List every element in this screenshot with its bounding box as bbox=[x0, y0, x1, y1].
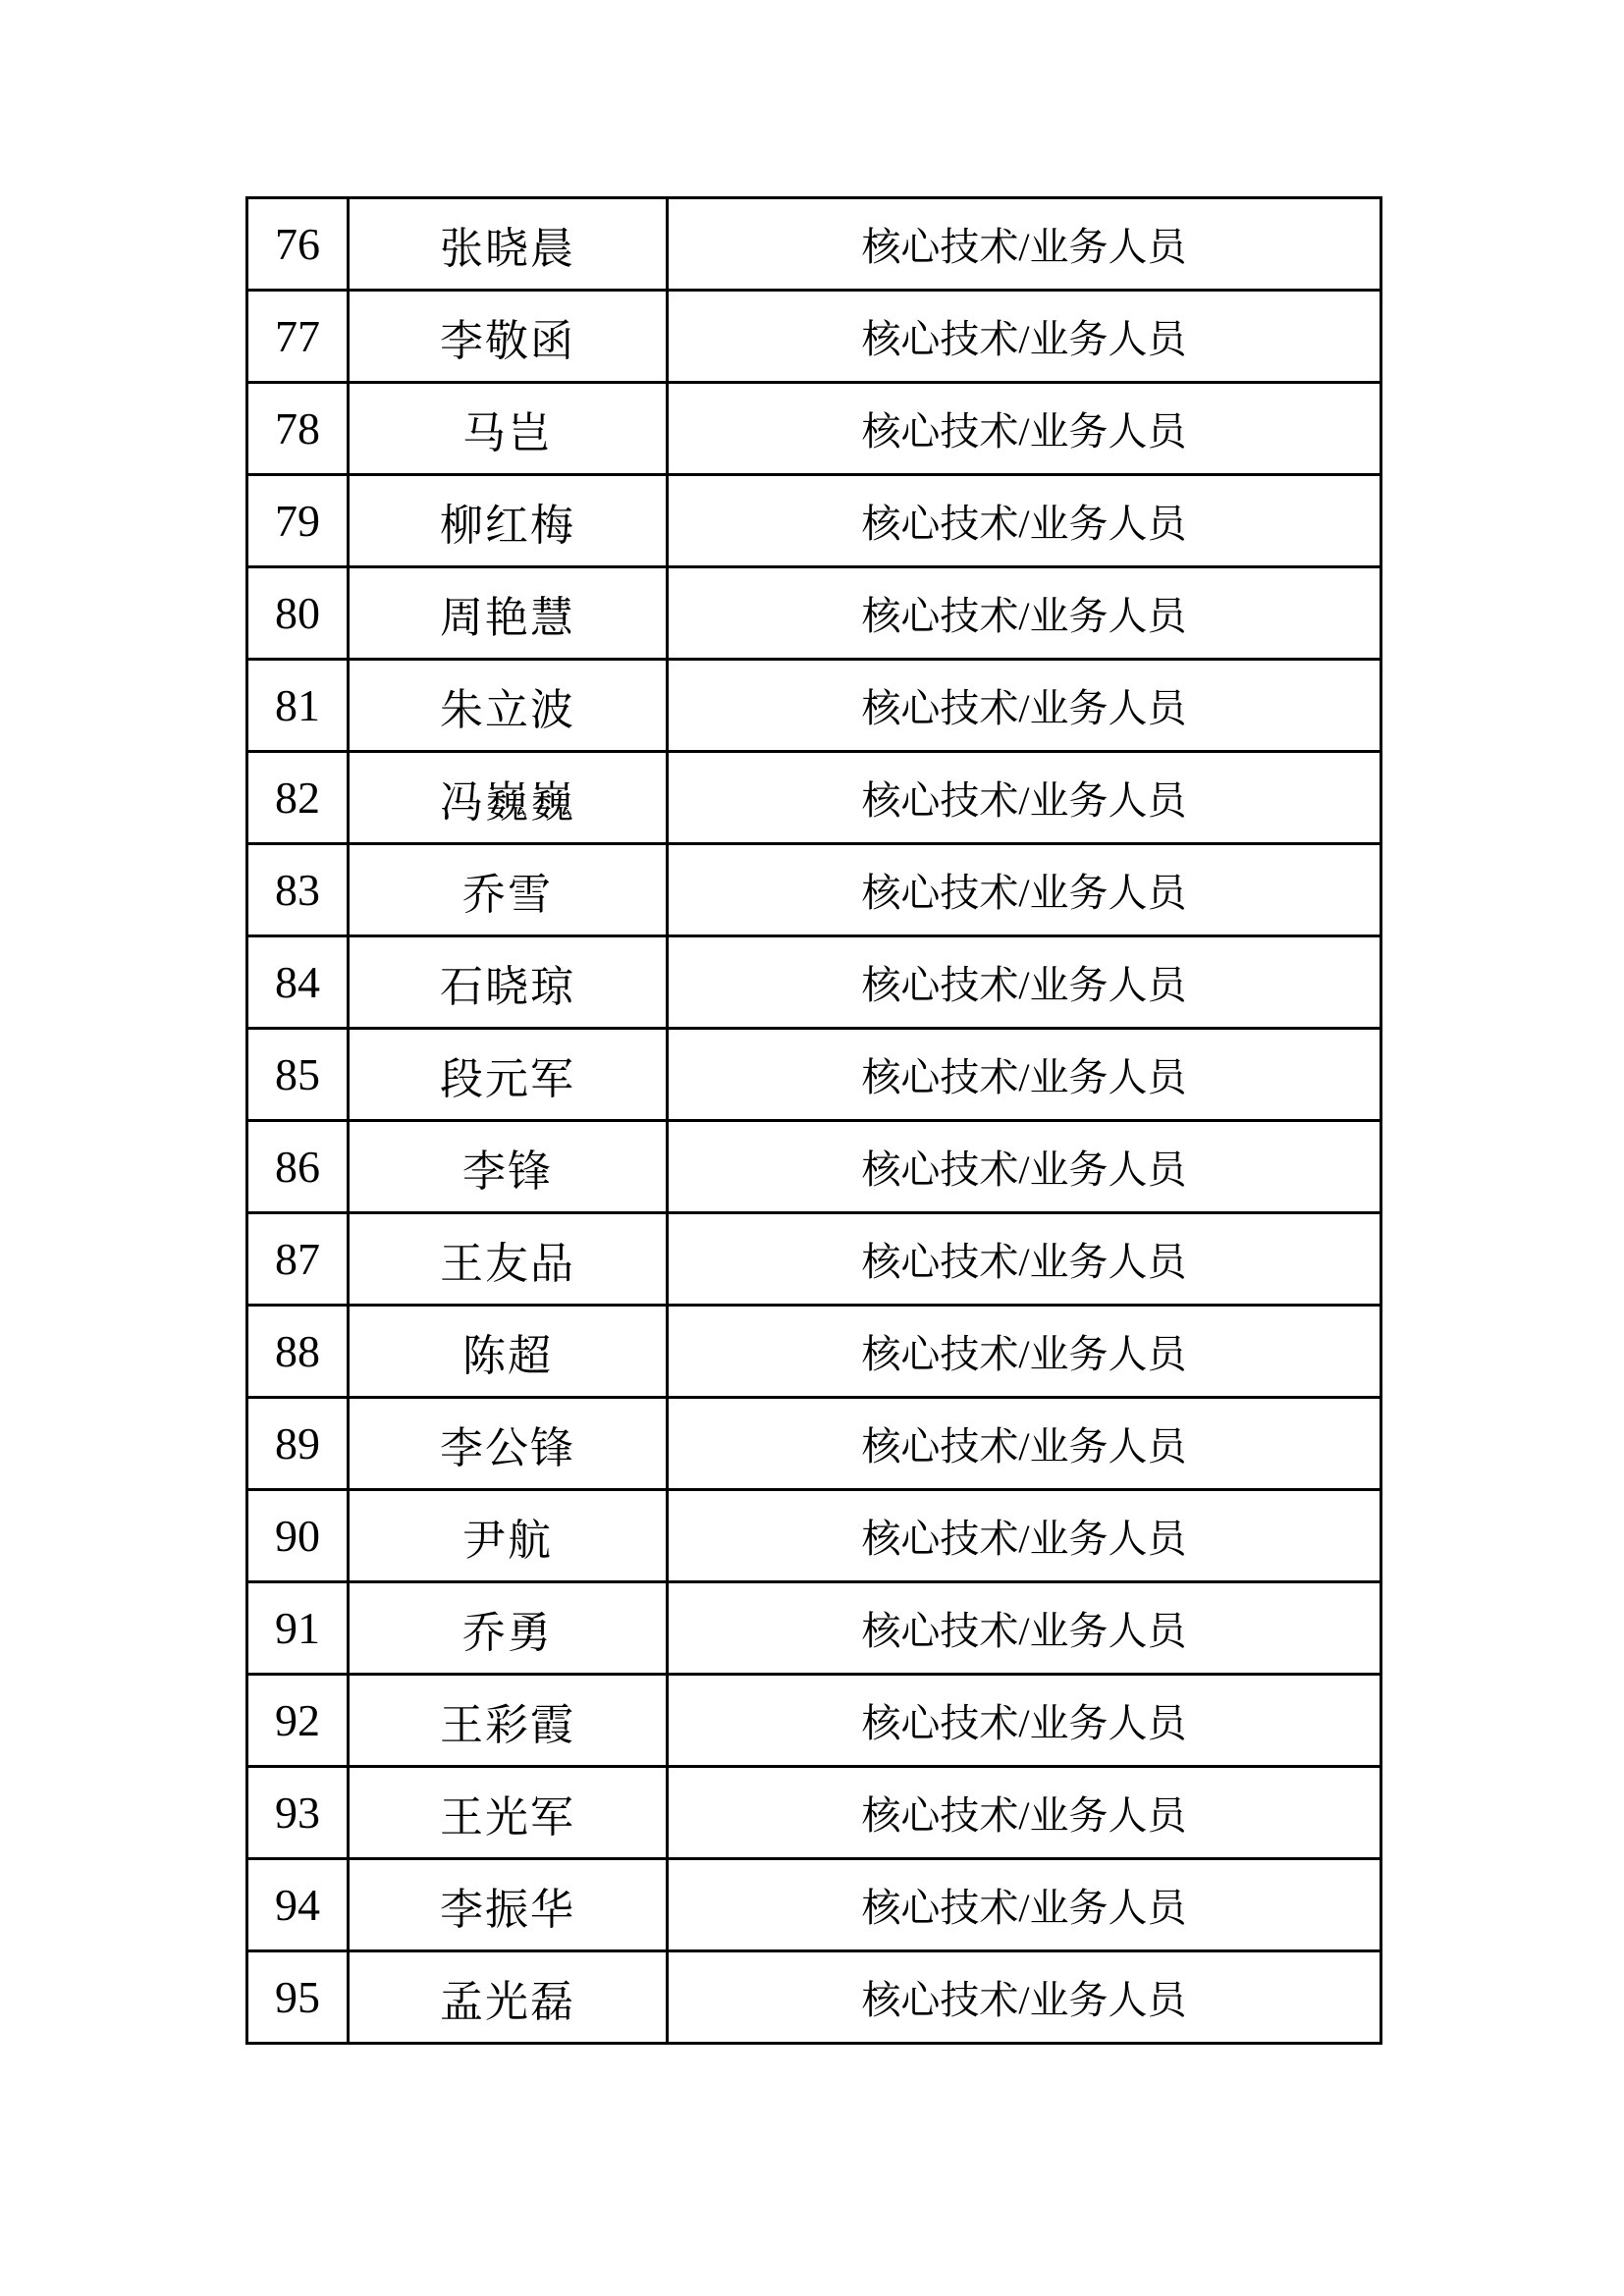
table-row bbox=[247, 291, 1381, 383]
position-cell: 核心技术/业务人员 bbox=[668, 1398, 1381, 1490]
name-cell: 王友品 bbox=[349, 1213, 668, 1306]
position-cell: 核心技术/业务人员 bbox=[668, 1306, 1381, 1398]
name-cell: 李敬函 bbox=[349, 291, 668, 383]
name-cell: 石晓琼 bbox=[349, 936, 668, 1029]
name-cell: 乔雪 bbox=[349, 844, 668, 936]
row-number-cell: 77 bbox=[247, 291, 349, 383]
table-row bbox=[247, 1029, 1381, 1121]
position-cell: 核心技术/业务人员 bbox=[668, 567, 1381, 660]
position-cell: 核心技术/业务人员 bbox=[668, 1582, 1381, 1675]
name-cell: 李公锋 bbox=[349, 1398, 668, 1490]
name-cell: 孟光磊 bbox=[349, 1951, 668, 2044]
row-number-cell: 82 bbox=[247, 752, 349, 844]
table-row bbox=[247, 1767, 1381, 1859]
position-cell: 核心技术/业务人员 bbox=[668, 198, 1381, 291]
table-row bbox=[247, 752, 1381, 844]
position-cell: 核心技术/业务人员 bbox=[668, 1213, 1381, 1306]
position-cell: 核心技术/业务人员 bbox=[668, 475, 1381, 567]
name-cell: 朱立波 bbox=[349, 660, 668, 752]
name-cell: 段元军 bbox=[349, 1029, 668, 1121]
personnel-table bbox=[245, 196, 1382, 2045]
table-row bbox=[247, 1490, 1381, 1582]
table-row bbox=[247, 1213, 1381, 1306]
name-cell: 王彩霞 bbox=[349, 1675, 668, 1767]
name-cell: 王光军 bbox=[349, 1767, 668, 1859]
position-cell: 核心技术/业务人员 bbox=[668, 660, 1381, 752]
table-row bbox=[247, 1398, 1381, 1490]
row-number-cell: 79 bbox=[247, 475, 349, 567]
table-row bbox=[247, 1306, 1381, 1398]
table-row bbox=[247, 198, 1381, 291]
position-cell: 核心技术/业务人员 bbox=[668, 1951, 1381, 2044]
row-number-cell: 95 bbox=[247, 1951, 349, 2044]
table-row bbox=[247, 1121, 1381, 1213]
table-row bbox=[247, 1675, 1381, 1767]
row-number-cell: 84 bbox=[247, 936, 349, 1029]
row-number-cell: 88 bbox=[247, 1306, 349, 1398]
table-row bbox=[247, 844, 1381, 936]
row-number-cell: 76 bbox=[247, 198, 349, 291]
position-cell: 核心技术/业务人员 bbox=[668, 1675, 1381, 1767]
position-cell: 核心技术/业务人员 bbox=[668, 1490, 1381, 1582]
table-row bbox=[247, 567, 1381, 660]
row-number-cell: 81 bbox=[247, 660, 349, 752]
name-cell: 陈超 bbox=[349, 1306, 668, 1398]
name-cell: 张晓晨 bbox=[349, 198, 668, 291]
table-row bbox=[247, 660, 1381, 752]
name-cell: 李锋 bbox=[349, 1121, 668, 1213]
row-number-cell: 80 bbox=[247, 567, 349, 660]
position-cell: 核心技术/业务人员 bbox=[668, 936, 1381, 1029]
name-cell: 尹航 bbox=[349, 1490, 668, 1582]
row-number-cell: 93 bbox=[247, 1767, 349, 1859]
row-number-cell: 91 bbox=[247, 1582, 349, 1675]
row-number-cell: 94 bbox=[247, 1859, 349, 1951]
row-number-cell: 92 bbox=[247, 1675, 349, 1767]
row-number-cell: 89 bbox=[247, 1398, 349, 1490]
personnel-table-body bbox=[247, 198, 1381, 2044]
position-cell: 核心技术/业务人员 bbox=[668, 844, 1381, 936]
row-number-cell: 78 bbox=[247, 383, 349, 475]
table-row bbox=[247, 383, 1381, 475]
position-cell: 核心技术/业务人员 bbox=[668, 752, 1381, 844]
table-row bbox=[247, 1951, 1381, 2044]
position-cell: 核心技术/业务人员 bbox=[668, 1859, 1381, 1951]
table-row bbox=[247, 475, 1381, 567]
table-row bbox=[247, 936, 1381, 1029]
name-cell: 马岂 bbox=[349, 383, 668, 475]
name-cell: 冯巍巍 bbox=[349, 752, 668, 844]
position-cell: 核心技术/业务人员 bbox=[668, 383, 1381, 475]
name-cell: 周艳慧 bbox=[349, 567, 668, 660]
row-number-cell: 86 bbox=[247, 1121, 349, 1213]
table-row bbox=[247, 1582, 1381, 1675]
name-cell: 李振华 bbox=[349, 1859, 668, 1951]
position-cell: 核心技术/业务人员 bbox=[668, 1121, 1381, 1213]
position-cell: 核心技术/业务人员 bbox=[668, 1029, 1381, 1121]
position-cell: 核心技术/业务人员 bbox=[668, 1767, 1381, 1859]
row-number-cell: 90 bbox=[247, 1490, 349, 1582]
row-number-cell: 83 bbox=[247, 844, 349, 936]
name-cell: 柳红梅 bbox=[349, 475, 668, 567]
table-row bbox=[247, 1859, 1381, 1951]
position-cell: 核心技术/业务人员 bbox=[668, 291, 1381, 383]
row-number-cell: 85 bbox=[247, 1029, 349, 1121]
name-cell: 乔勇 bbox=[349, 1582, 668, 1675]
row-number-cell: 87 bbox=[247, 1213, 349, 1306]
